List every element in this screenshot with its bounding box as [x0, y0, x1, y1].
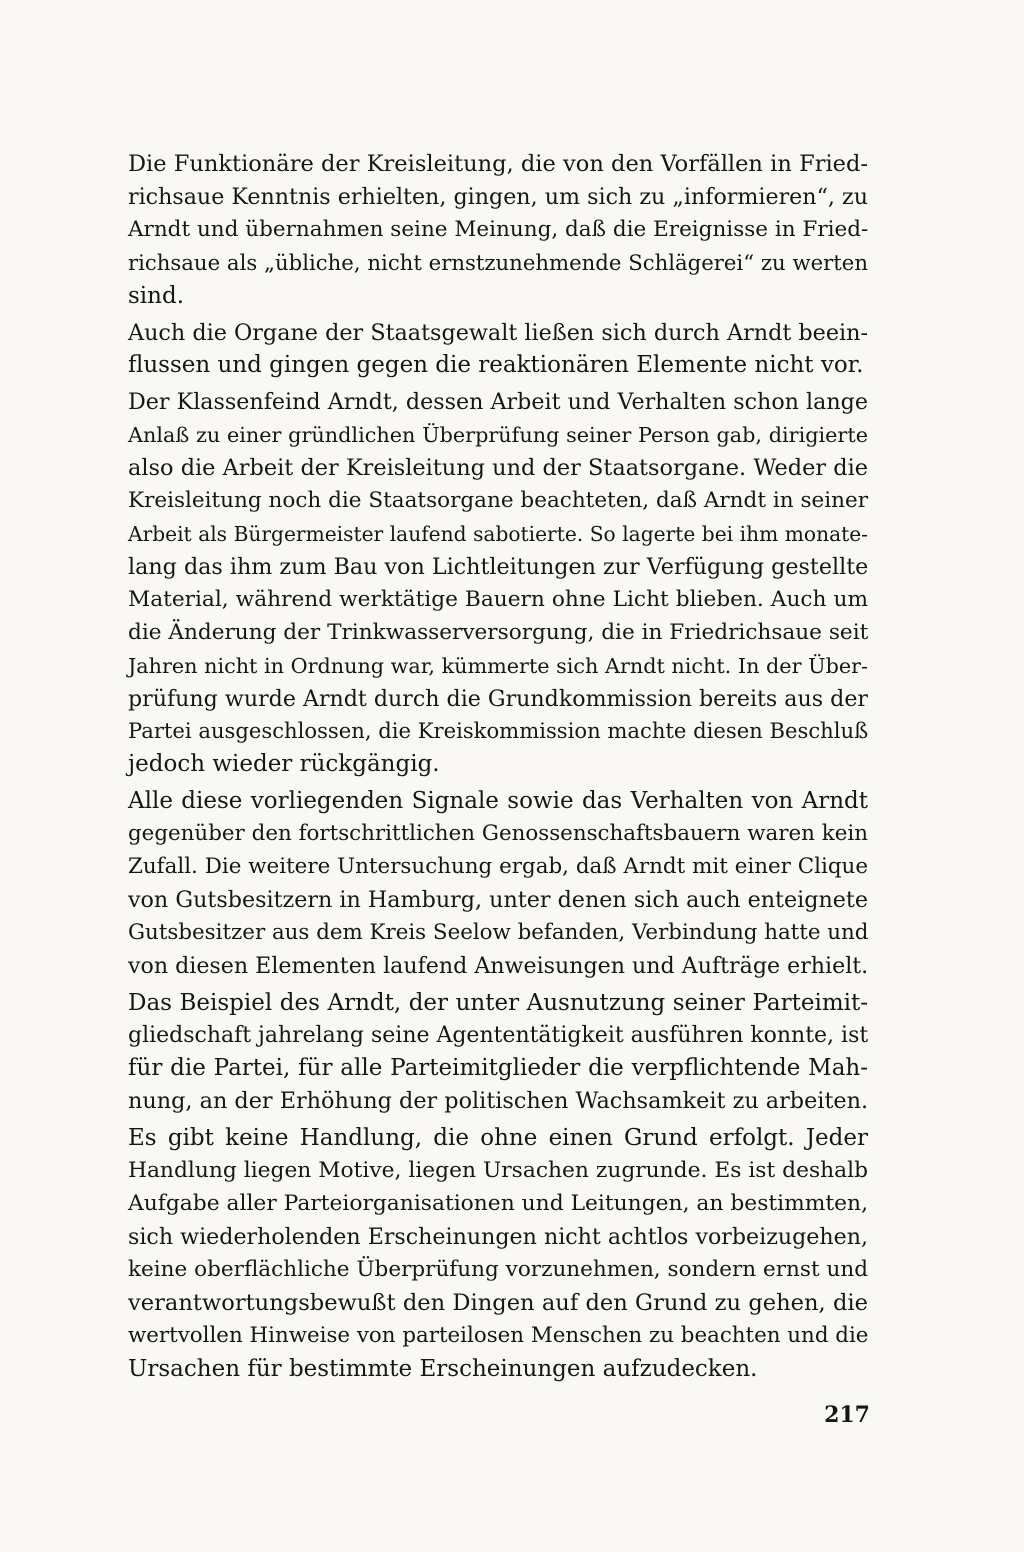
text-line: Auch die Organe der Staatsgewalt ließen sich durch Arndt beein- — [128, 319, 868, 346]
text-line: Jahren nicht in Ordnung war, kümmerte sich Arndt nicht. In der Über- — [128, 653, 868, 678]
text-line: wertvollen Hinweise von parteilosen Menschen zu beachten und die — [128, 1322, 869, 1348]
text-line: nung, an der Erhöhung der politischen Wachsamkeit zu arbeiten. — [128, 1088, 869, 1115]
text-line: Ursachen für bestimmte Erscheinungen aufzudecken. — [128, 1355, 758, 1382]
text-line: Anlaß zu einer gründlichen Überprüfung seiner Person gab, dirigierte — [128, 423, 868, 448]
paragraph-6 — [128, 1122, 868, 1385]
text-line: Partei ausgeschlossen, die Kreiskommission machte diesen Beschluß — [128, 718, 869, 744]
text-line: Arbeit als Bürgermeister laufend sabotierte. So lagerte bei ihm monate- — [128, 521, 868, 546]
text-line: richsaue Kenntnis erhielten, gingen, um sich zu „informieren“, zu — [128, 183, 868, 210]
text-line: von Gutsbesitzern in Hamburg, unter denen sich auch enteignete — [128, 886, 868, 913]
text-line: flussen und gingen gegen die reaktionären Elemente nicht vor. — [128, 352, 864, 379]
text-line: von diesen Elementen laufend Anweisungen und Aufträge erhielt. — [128, 952, 869, 979]
text-line: die Änderung der Trinkwasserversorgung, die in Friedrichsaue seit — [128, 619, 869, 645]
body-text — [128, 148, 868, 1386]
page-number: 217 — [824, 1402, 870, 1428]
text-line: verantwortungsbewußt den Dingen auf den Grund zu gehen, die — [128, 1289, 868, 1316]
text-line: Material, während werktätige Bauern ohne Licht blieben. Auch um — [128, 586, 868, 612]
text-line: Aufgabe aller Parteiorganisationen und Leitungen, an bestimmten, — [128, 1191, 868, 1217]
paragraph-5 — [128, 987, 868, 1119]
text-line: Alle diese vorliegenden Signale sowie das Verhalten von Arndt — [128, 788, 868, 815]
text-line: gegenüber den fortschrittlichen Genossenschaftsbauern waren kein — [128, 821, 868, 847]
text-line: Die Funktionäre der Kreisleitung, die von den Vorfällen in Fried- — [128, 151, 868, 177]
paragraph-3 — [128, 386, 868, 781]
text-line: Das Beispiel des Arndt, der unter Ausnutzung seiner Parteimit- — [128, 989, 868, 1016]
text-line: Kreisleitung noch die Staatsorgane beachteten, daß Arndt in seiner — [128, 488, 868, 514]
paragraph-4 — [128, 785, 868, 982]
text-line: für die Partei, für alle Parteimitglieder die verpflichtende Mah- — [128, 1055, 868, 1082]
text-line: Arndt und übernahmen seine Meinung, daß die Ereignisse in Fried- — [128, 216, 869, 242]
text-line: gliedschaft jahrelang seine Agententätigkeit ausführen konnte, ist — [128, 1022, 869, 1048]
text-line: jedoch wieder rückgängig. — [128, 751, 440, 778]
text-line: lang das ihm zum Bau von Lichtleitungen zur Verfügung gestellte — [128, 553, 869, 580]
paragraph-1 — [128, 148, 868, 313]
text-line: sich wiederholenden Erscheinungen nicht achtlos vorbeizugehen, — [128, 1224, 868, 1250]
paragraph-2 — [128, 317, 868, 383]
text-line: richsaue als „übliche, nicht ernstzunehmende Schlägerei“ zu werten — [128, 249, 868, 275]
text-line: prüfung wurde Arndt durch die Grundkommission bereits aus der — [128, 685, 868, 712]
text-line: Zufall. Die weitere Untersuchung ergab, daß Arndt mit einer Clique — [128, 854, 868, 880]
text-line: keine oberflächliche Überprüfung vorzunehmen, sondern ernst und — [128, 1256, 868, 1282]
text-line: sind. — [128, 282, 185, 309]
text-line: Der Klassenfeind Arndt, dessen Arbeit und Verhalten schon lange — [128, 389, 868, 416]
text-line: Handlung liegen Motive, liegen Ursachen zugrunde. Es ist deshalb — [128, 1158, 868, 1184]
text-line: also die Arbeit der Kreisleitung und der Staatsorgane. Weder die — [128, 455, 868, 482]
text-line: Gutsbesitzer aus dem Kreis Seelow befanden, Verbindung hatte und — [128, 919, 869, 945]
text-line: Es gibt keine Handlung, die ohne einen Grund erfolgt. Jeder — [128, 1125, 868, 1152]
